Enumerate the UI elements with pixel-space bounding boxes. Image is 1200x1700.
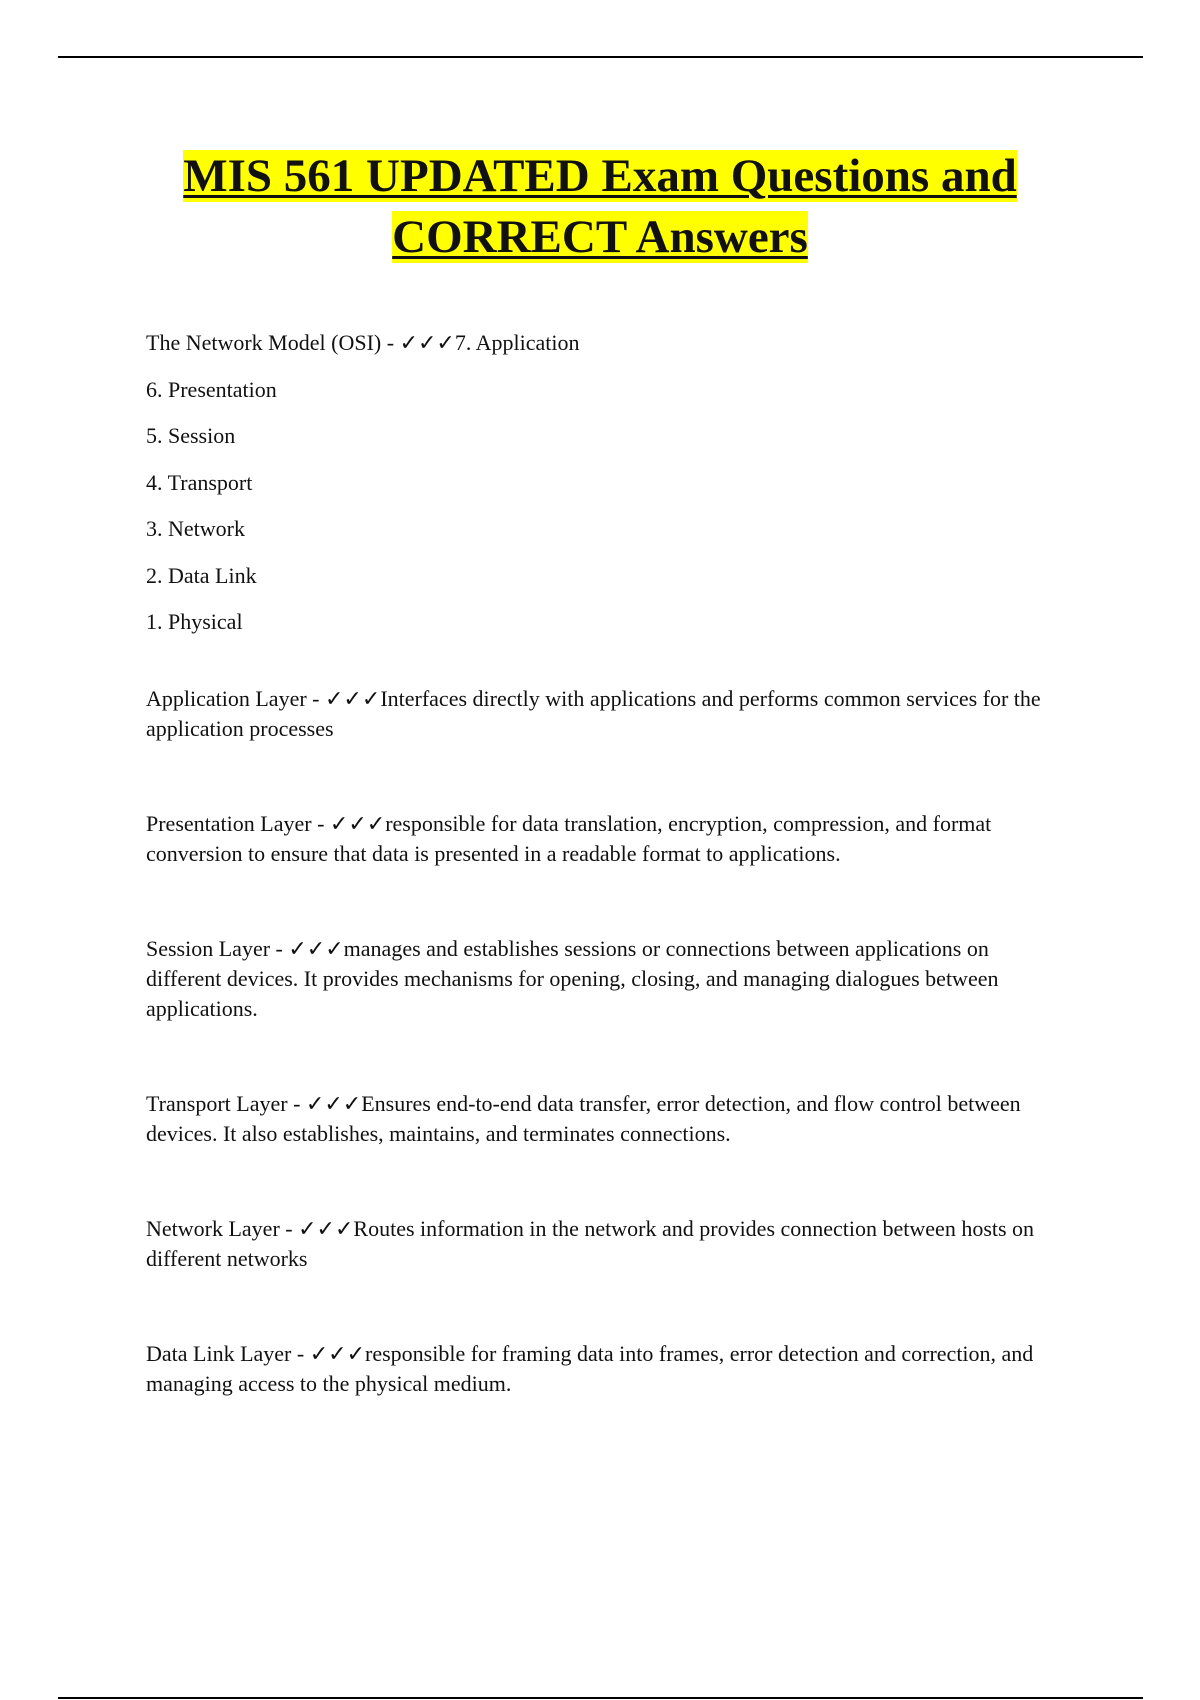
title-line-1: MIS 561 UPDATED Exam Questions and (183, 150, 1017, 202)
osi-separator: - (381, 330, 400, 355)
qa-transport-layer (146, 1089, 1046, 1149)
osi-term: The Network Model (OSI) (146, 330, 382, 355)
qa-separator: - (311, 811, 330, 836)
osi-layer-list (146, 375, 1046, 638)
triple-check-icon: ✓✓✓ (305, 1091, 362, 1116)
top-rule (58, 56, 1143, 58)
osi-first-answer: 7. Application (454, 330, 580, 355)
qa-separator: - (291, 1341, 310, 1366)
qa-term: Network Layer (146, 1216, 280, 1241)
qa-term: Transport Layer (146, 1091, 288, 1116)
qa-answer: manages and establishes sessions or connections between applications on different devices. It provides mechanisms for opening, closing, and managing dialogues between applications. (146, 936, 999, 1021)
qa-answer: responsible for data translation, encryption, compression, and format conversion to ensure that data is presented in a readable format to applications. (146, 811, 992, 866)
qa-answer: Interfaces directly with applications and performs common services for the application processes (146, 686, 1041, 741)
triple-check-icon: ✓✓✓ (329, 811, 386, 836)
triple-check-icon: ✓✓✓ (309, 1341, 366, 1366)
qa-data-link-layer (146, 1339, 1046, 1399)
qa-term: Application Layer (146, 686, 307, 711)
qa-network-layer (146, 1214, 1046, 1274)
qa-term: Session Layer (146, 936, 271, 961)
triple-check-icon: ✓✓✓ (399, 330, 455, 355)
qa-separator: - (287, 1091, 306, 1116)
qa-separator: - (270, 936, 289, 961)
list-item: 2. Data Link (146, 562, 257, 588)
qa-term: Data Link Layer (146, 1341, 292, 1366)
qa-answer: Ensures end-to-end data transfer, error detection, and flow control between devices. It also establishes, maintains, and terminates connections. (146, 1091, 1021, 1146)
list-item: 5. Session (146, 423, 236, 448)
osi-question (146, 328, 1046, 358)
qa-application-layer (146, 684, 1046, 744)
qa-presentation-layer (146, 809, 1046, 869)
list-item: 6. Presentation (146, 376, 277, 402)
qa-separator: - (279, 1216, 299, 1241)
qa-term: Presentation Layer (146, 811, 312, 836)
qa-separator: - (306, 686, 325, 711)
triple-check-icon: ✓✓✓ (298, 1216, 354, 1241)
bottom-rule (58, 1697, 1143, 1699)
list-item: 4. Transport (146, 469, 253, 495)
document-title (0, 146, 1200, 268)
title-line-2: CORRECT Answers (392, 211, 808, 263)
qa-answer: responsible for framing data into frames, error detection and correction, and managing access to the physical medium. (146, 1341, 1034, 1396)
qa-answer: Routes information in the network and provides connection between hosts on different networks (146, 1216, 1035, 1271)
document-body (146, 328, 1046, 1399)
list-item: 1. Physical (146, 609, 243, 634)
triple-check-icon: ✓✓✓ (325, 686, 381, 711)
triple-check-icon: ✓✓✓ (288, 936, 344, 961)
qa-session-layer (146, 934, 1046, 1024)
list-item: 3. Network (146, 516, 245, 541)
